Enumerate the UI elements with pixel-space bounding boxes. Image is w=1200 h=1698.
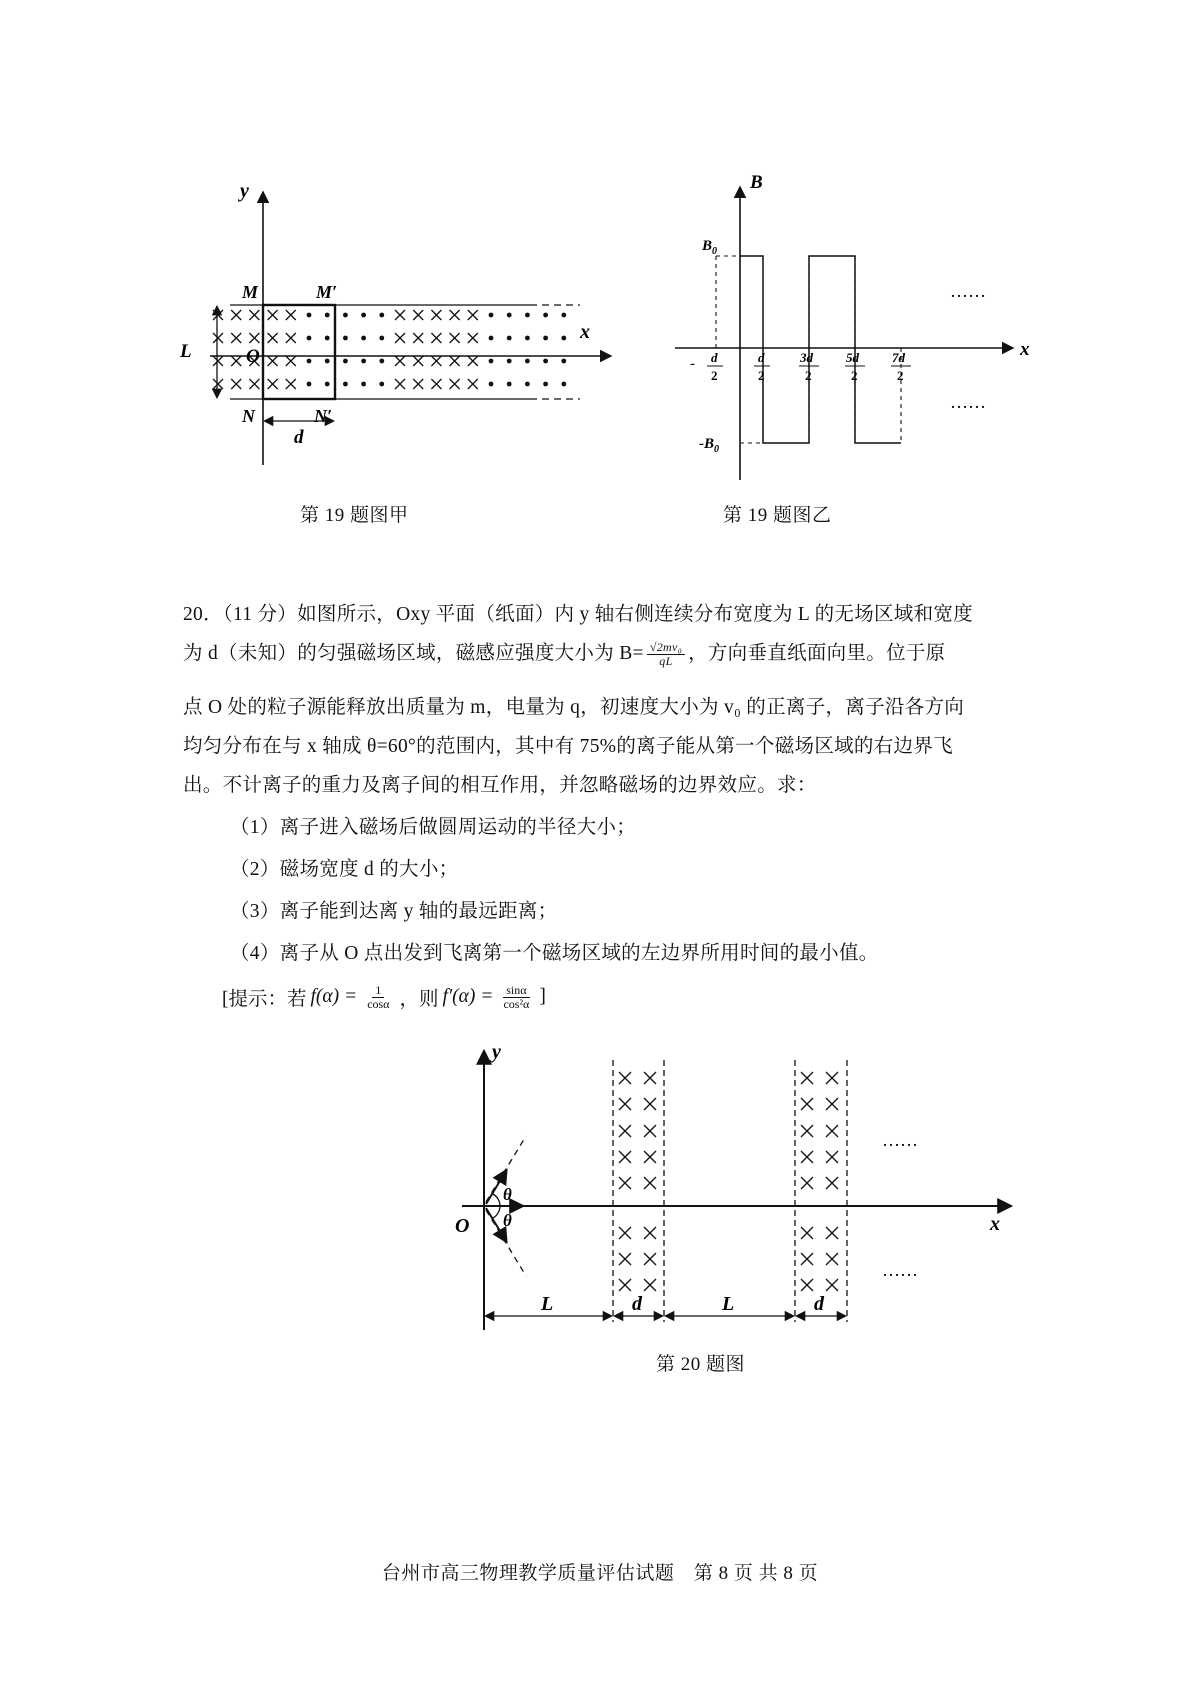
field-into-page-mark [826,1227,838,1239]
field-into-page-mark [286,379,296,389]
field-into-page-mark [395,333,405,343]
label-m: M [242,282,259,302]
line-2-text-b: ，方向垂直纸面向里。位于原 [688,643,946,664]
field-out-of-page-mark [343,336,348,341]
label-d: d [294,427,304,448]
field-into-page-mark [826,1098,838,1110]
field-out-of-page-mark [543,313,548,318]
field-out-of-page-mark [489,336,494,341]
svg-text:3d: 3d [800,350,813,365]
svg-text:7d: 7d [892,350,905,365]
field-out-of-page-mark [507,359,512,364]
ellipsis-top: …… [882,1130,918,1150]
tick-5half [845,350,865,383]
formula-b: $\frac{\text{√2mv₀}}{qL}$ [647,641,685,668]
question-1: （1）离子进入磁场后做圆周运动的半径大小； [230,817,637,838]
field-into-page-mark [619,1177,631,1189]
tick-7half [891,350,911,383]
field-into-page-mark [286,333,296,343]
figure-19b [660,172,1040,500]
field-into-page-mark [644,1151,656,1163]
field-into-page-mark [619,1151,631,1163]
field-into-page-mark [826,1177,838,1189]
tick-half [754,350,770,383]
field-into-page-mark [268,379,278,389]
field-out-of-page-mark [489,313,494,318]
label-l-2: L [722,1293,735,1315]
figure-20 [450,1040,1030,1340]
label-b0: $B_0$ [702,238,718,257]
label-d-1: d [632,1293,642,1315]
svg-text:d: d [711,350,718,365]
field-out-of-page-mark [489,359,494,364]
label-y: y [240,180,249,202]
field-out-of-page-mark [343,382,348,387]
field-out-of-page-mark [507,382,512,387]
field-into-page-mark [644,1227,656,1239]
field-into-page-mark [801,1098,813,1110]
hint-frac-2: $\frac{\sin\alpha}{\text{cos²α}}$ [503,982,530,1011]
field-into-page-mark [801,1253,813,1265]
label-l: L [180,341,192,362]
field-out-of-page-mark [379,382,384,387]
ellipsis-bottom: …… [882,1260,918,1280]
theta-arc-lower [493,1206,500,1218]
field-out-of-page-mark [561,336,566,341]
figure-20-caption: 第 20 题图 [656,1354,746,1375]
field-out-of-page-mark [343,359,348,364]
field-out-of-page-mark [361,336,366,341]
field-out-of-page-mark [543,382,548,387]
field-into-page-mark [644,1177,656,1189]
field-out-of-page-mark [307,382,312,387]
field-into-page-mark [826,1151,838,1163]
field-into-page-mark [801,1072,813,1084]
hint-mid: ，则 [399,989,439,1010]
field-into-page-mark [231,356,241,366]
label-neg-sign: - [690,356,695,372]
field-out-of-page-mark [561,359,566,364]
svg-text:2: 2 [851,368,858,383]
field-into-page-mark [413,310,423,320]
tick-3half [799,350,819,383]
field-into-page-mark [231,310,241,320]
field-out-of-page-mark [361,359,366,364]
field-into-page-mark [801,1177,813,1189]
field-out-of-page-mark [361,382,366,387]
field-into-page-mark [644,1125,656,1137]
field-out-of-page-mark [379,359,384,364]
svg-text:d: d [758,350,765,365]
label-theta-upper: θ [503,1185,512,1204]
field-into-page-mark [268,310,278,320]
field-into-page-mark [619,1227,631,1239]
field-into-page-mark [431,379,441,389]
label-o: O [246,346,260,367]
field-out-of-page-mark [307,313,312,318]
field-into-page-mark [619,1253,631,1265]
hint [222,983,546,1011]
field-into-page-mark [619,1072,631,1084]
field-into-page-mark [395,310,405,320]
theta-arc-upper [493,1194,500,1206]
label-m-prime: M′ [316,282,338,302]
label-x: x [580,321,590,343]
question-4: （4）离子从 O 点出发到飞离第一个磁场区域的左边界所用时间的最小值。 [230,943,879,964]
field-into-page-mark [644,1098,656,1110]
field-into-page-mark [644,1253,656,1265]
field-into-page-mark [826,1253,838,1265]
field-into-page-mark [213,356,223,366]
field-into-page-mark [213,333,223,343]
field-into-page-mark [826,1072,838,1084]
field-into-page-mark [801,1227,813,1239]
field-into-page-mark [801,1125,813,1137]
label-b: B [750,172,763,193]
label-n: N [242,406,255,426]
field-out-of-page-mark [507,336,512,341]
hint-suffix: ] [539,986,546,1007]
field-into-page-mark [644,1072,656,1084]
label-l-1: L [541,1293,554,1315]
field-into-page-mark [826,1279,838,1291]
label-theta-lower: θ [503,1211,512,1230]
field-into-page-mark [619,1279,631,1291]
field-into-page-mark [468,333,478,343]
label-y: y [492,1041,501,1063]
problem-20-line-2 [183,634,1023,673]
svg-text:2: 2 [711,368,718,383]
field-out-of-page-mark [489,382,494,387]
field-into-page-mark [286,310,296,320]
field-into-page-mark [450,379,460,389]
field-out-of-page-mark [325,359,330,364]
field-into-page-mark [249,379,259,389]
field-out-of-page-mark [379,313,384,318]
field-into-page-mark [468,310,478,320]
hint-prefix: [提示：若 [222,989,307,1010]
ellipsis-top: …… [950,281,986,301]
field-out-of-page-mark [561,313,566,318]
question-2: （2）磁场宽度 d 的大小； [230,859,459,880]
field-into-page-mark [286,356,296,366]
ellipsis-bottom: …… [950,392,986,412]
label-n-prime: N′ [314,406,333,426]
page-footer: 台州市高三物理教学质量评估试题 第 8 页 共 8 页 [381,1563,819,1584]
field-into-page-mark [249,333,259,343]
field-out-of-page-mark [543,336,548,341]
field-out-of-page-mark [525,336,530,341]
svg-text:2: 2 [758,368,765,383]
field-out-of-page-mark [325,336,330,341]
field-into-page-mark [231,333,241,343]
field-into-page-mark [801,1279,813,1291]
field-out-of-page-mark [525,313,530,318]
problem-20-line-5: 出。不计离子的重力及离子间的相互作用，并忽略磁场的边界效应。求： [183,775,817,796]
field-into-page-mark [450,310,460,320]
svg-text:2: 2 [897,368,904,383]
field-out-of-page-mark [307,359,312,364]
hint-f-expr: f(α) = [310,986,358,1007]
problem-20-line-4: 均匀分布在与 x 轴成 θ=60°的范围内，其中有 75%的离子能从第一个磁场区域的右边界飞 [183,736,953,757]
field-into-page-mark [249,310,259,320]
field-out-of-page-mark [525,382,530,387]
tick-half-neg [707,350,723,383]
field-into-page-mark [413,333,423,343]
field-into-page-mark [413,379,423,389]
field-into-page-mark [431,333,441,343]
field-into-page-mark [213,310,223,320]
field-out-of-page-mark [325,313,330,318]
field-into-page-mark [268,356,278,366]
field-into-page-mark [395,356,405,366]
field-into-page-mark [450,333,460,343]
field-into-page-mark [395,379,405,389]
label-o: O [455,1215,470,1237]
field-out-of-page-mark [361,313,366,318]
field-into-page-mark [268,333,278,343]
problem-20-line-1: 20．（11 分）如图所示，Oxy 平面（纸面）内 y 轴右侧连续分布宽度为 L 的无场区域和宽度 [183,604,973,625]
figure-19a-caption: 第 19 题图甲 [300,505,409,526]
label-d-2: d [814,1293,824,1315]
field-into-page-mark [231,379,241,389]
field-into-page-mark [826,1125,838,1137]
figure-19a [180,180,630,485]
label-neg-b0: $-B_0$ [699,436,719,455]
field-into-page-mark [431,310,441,320]
field-out-of-page-mark [325,382,330,387]
field-into-page-mark [213,379,223,389]
field-out-of-page-mark [379,336,384,341]
problem-20-line-3: 点 O 处的粒子源能释放出质量为 m，电量为 q，初速度大小为 v₀ 的正离子，离子沿各方向 [183,697,965,718]
field-into-page-mark [619,1125,631,1137]
field-into-page-mark [468,356,478,366]
field-out-of-page-mark [507,313,512,318]
field-out-of-page-mark [543,359,548,364]
field-into-page-mark [644,1279,656,1291]
hint-frac-1: $\frac{1}{\cos\alpha}$ [367,982,390,1011]
hint-fp-expr: f′(α) = [442,986,494,1007]
label-x: x [1020,339,1030,360]
label-x: x [990,1213,1000,1235]
question-3: （3）离子能到达离 y 轴的最远距离； [230,901,558,922]
svg-text:2: 2 [805,368,812,383]
field-into-page-mark [801,1151,813,1163]
field-out-of-page-mark [343,313,348,318]
field-out-of-page-mark [525,359,530,364]
svg-text:5d: 5d [846,350,859,365]
field-out-of-page-mark [561,382,566,387]
line-2-text-a: 为 d（未知）的匀强磁场区域，磁感应强度大小为 B= [183,643,644,664]
field-into-page-mark [431,356,441,366]
figure-19b-caption: 第 19 题图乙 [723,505,832,526]
field-out-of-page-mark [307,336,312,341]
field-into-page-mark [450,356,460,366]
field-into-page-mark [413,356,423,366]
field-into-page-mark [619,1098,631,1110]
field-into-page-mark [468,379,478,389]
